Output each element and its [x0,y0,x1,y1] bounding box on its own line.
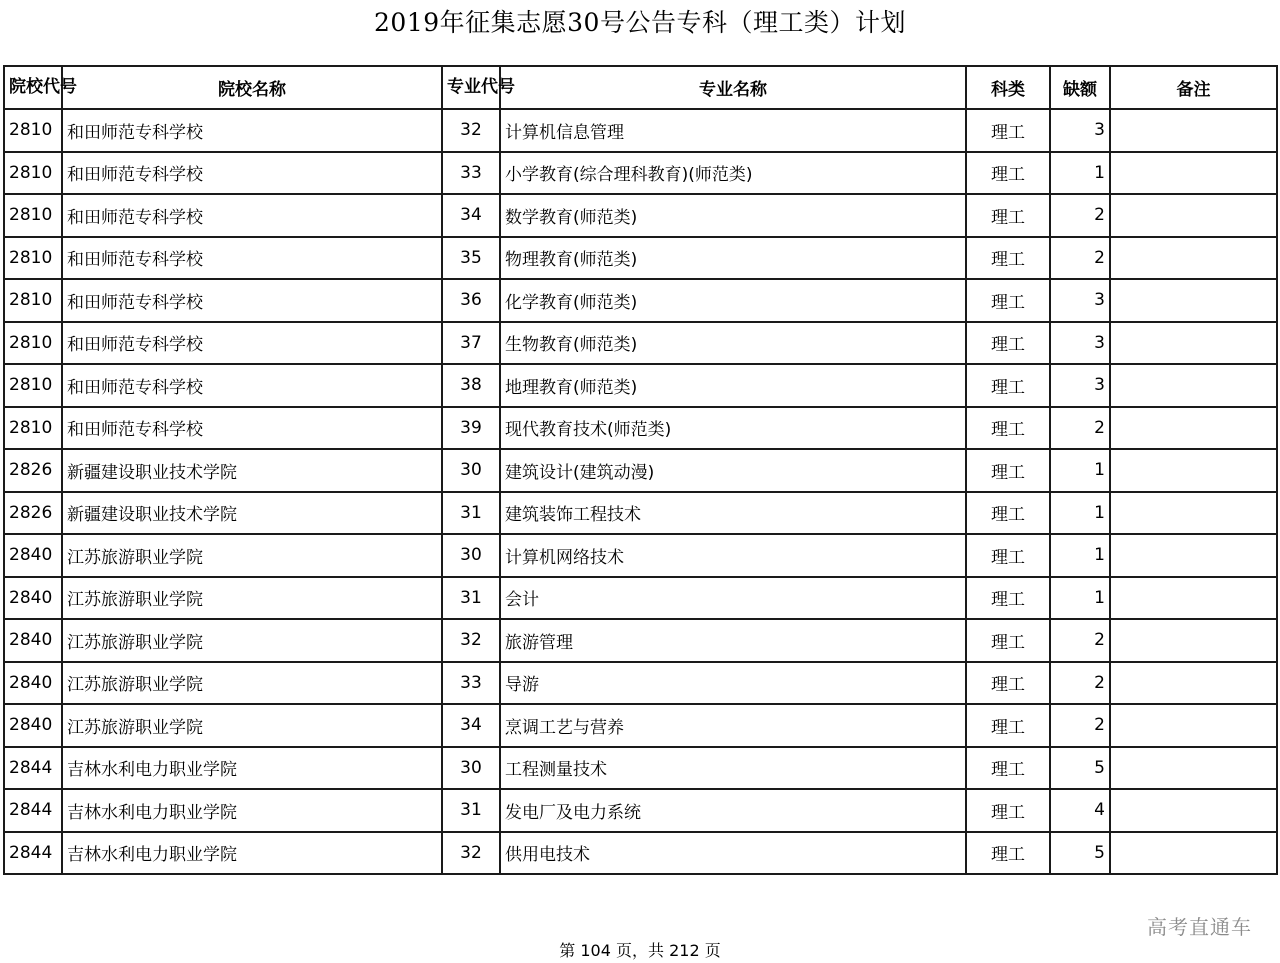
cell-category: 理工 [966,704,1050,747]
cell-category: 理工 [966,789,1050,832]
cell-major-name: 建筑设计(建筑动漫) [500,449,966,492]
cell-school-code: 2840 [4,662,62,705]
table-row [4,407,1277,450]
cell-school-code: 2840 [4,534,62,577]
cell-major-code: 33 [442,662,500,705]
cell-major-name: 计算机网络技术 [500,534,966,577]
table-row [4,152,1277,195]
cell-category: 理工 [966,364,1050,407]
cell-vacancy: 4 [1050,789,1110,832]
cell-school-code: 2810 [4,407,62,450]
table-row [4,322,1277,365]
cell-major-code: 32 [442,619,500,662]
cell-major-name: 计算机信息管理 [500,109,966,152]
cell-note [1110,577,1277,620]
cell-vacancy: 3 [1050,322,1110,365]
cell-vacancy: 2 [1050,407,1110,450]
cell-vacancy: 1 [1050,534,1110,577]
table-row [4,619,1277,662]
cell-major-code: 35 [442,237,500,280]
cell-major-code: 36 [442,279,500,322]
table-row [4,237,1277,280]
cell-major-name: 化学教育(师范类) [500,279,966,322]
cell-category: 理工 [966,577,1050,620]
cell-vacancy: 5 [1050,747,1110,790]
cell-vacancy: 2 [1050,704,1110,747]
cell-vacancy: 1 [1050,492,1110,535]
cell-category: 理工 [966,619,1050,662]
cell-school-code: 2844 [4,747,62,790]
cell-category: 理工 [966,109,1050,152]
cell-major-code: 31 [442,577,500,620]
cell-note [1110,237,1277,280]
cell-major-name: 导游 [500,662,966,705]
cell-major-name: 烹调工艺与营养 [500,704,966,747]
cell-major-name: 现代教育技术(师范类) [500,407,966,450]
cell-school-name: 和田师范专科学校 [62,407,442,450]
cell-category: 理工 [966,747,1050,790]
table-row [4,577,1277,620]
cell-major-name: 建筑装饰工程技术 [500,492,966,535]
cell-school-name: 江苏旅游职业学院 [62,662,442,705]
watermark-text: 高考直通车 [1147,915,1252,939]
cell-school-name: 和田师范专科学校 [62,364,442,407]
cell-category: 理工 [966,449,1050,492]
cell-category: 理工 [966,322,1050,365]
header-major-code: 专业代号 [442,66,500,109]
cell-vacancy: 3 [1050,279,1110,322]
cell-school-code: 2840 [4,577,62,620]
cell-school-name: 和田师范专科学校 [62,237,442,280]
page-footer: 第 104 页，共 212 页 [559,941,721,960]
cell-school-name: 吉林水利电力职业学院 [62,789,442,832]
cell-major-code: 30 [442,747,500,790]
cell-school-name: 江苏旅游职业学院 [62,619,442,662]
cell-vacancy: 2 [1050,662,1110,705]
cell-school-code: 2810 [4,152,62,195]
cell-school-code: 2840 [4,619,62,662]
cell-note [1110,322,1277,365]
cell-category: 理工 [966,492,1050,535]
cell-school-name: 和田师范专科学校 [62,194,442,237]
cell-major-code: 31 [442,789,500,832]
cell-category: 理工 [966,832,1050,875]
cell-major-name: 供用电技术 [500,832,966,875]
header-vacancy: 缺额 [1050,66,1110,109]
cell-vacancy: 1 [1050,449,1110,492]
cell-note [1110,109,1277,152]
cell-vacancy: 5 [1050,832,1110,875]
cell-vacancy: 2 [1050,619,1110,662]
cell-school-code: 2810 [4,279,62,322]
table-header-row [4,66,1277,109]
cell-note [1110,492,1277,535]
cell-vacancy: 1 [1050,152,1110,195]
cell-note [1110,662,1277,705]
table-body [4,109,1277,874]
table-row [4,194,1277,237]
cell-note [1110,407,1277,450]
cell-major-name: 发电厂及电力系统 [500,789,966,832]
table-row [4,364,1277,407]
cell-major-code: 34 [442,704,500,747]
cell-category: 理工 [966,194,1050,237]
cell-major-code: 31 [442,492,500,535]
table-row [4,492,1277,535]
cell-major-code: 30 [442,534,500,577]
cell-category: 理工 [966,662,1050,705]
cell-major-code: 38 [442,364,500,407]
cell-note [1110,789,1277,832]
table-row [4,832,1277,875]
cell-note [1110,704,1277,747]
cell-major-code: 39 [442,407,500,450]
cell-school-code: 2810 [4,109,62,152]
cell-note [1110,747,1277,790]
cell-major-code: 33 [442,152,500,195]
header-school-name: 院校名称 [62,66,442,109]
cell-vacancy: 3 [1050,109,1110,152]
cell-note [1110,194,1277,237]
table-row [4,279,1277,322]
cell-school-name: 吉林水利电力职业学院 [62,832,442,875]
cell-category: 理工 [966,407,1050,450]
cell-major-name: 旅游管理 [500,619,966,662]
cell-school-code: 2810 [4,364,62,407]
cell-vacancy: 1 [1050,577,1110,620]
table-row [4,789,1277,832]
header-school-code: 院校代号 [4,66,62,109]
cell-note [1110,534,1277,577]
cell-category: 理工 [966,279,1050,322]
cell-major-name: 工程测量技术 [500,747,966,790]
table-row [4,109,1277,152]
cell-note [1110,832,1277,875]
cell-major-name: 小学教育(综合理科教育)(师范类) [500,152,966,195]
cell-vacancy: 2 [1050,237,1110,280]
cell-school-code: 2840 [4,704,62,747]
document-title: 2019年征集志愿30号公告专科（理工类）计划 [374,8,906,37]
cell-category: 理工 [966,534,1050,577]
table-row [4,662,1277,705]
header-note: 备注 [1110,66,1277,109]
cell-major-name: 数学教育(师范类) [500,194,966,237]
cell-school-name: 新疆建设职业技术学院 [62,492,442,535]
cell-school-code: 2826 [4,449,62,492]
cell-school-name: 江苏旅游职业学院 [62,534,442,577]
table-row [4,534,1277,577]
header-category: 科类 [966,66,1050,109]
cell-school-code: 2810 [4,322,62,365]
header-major-name: 专业名称 [500,66,966,109]
cell-school-name: 江苏旅游职业学院 [62,577,442,620]
cell-major-name: 地理教育(师范类) [500,364,966,407]
cell-major-name: 物理教育(师范类) [500,237,966,280]
cell-major-name: 生物教育(师范类) [500,322,966,365]
cell-school-name: 新疆建设职业技术学院 [62,449,442,492]
cell-school-code: 2844 [4,832,62,875]
cell-school-name: 和田师范专科学校 [62,279,442,322]
cell-school-name: 和田师范专科学校 [62,322,442,365]
cell-note [1110,619,1277,662]
cell-vacancy: 2 [1050,194,1110,237]
cell-school-name: 江苏旅游职业学院 [62,704,442,747]
cell-school-code: 2826 [4,492,62,535]
cell-school-name: 吉林水利电力职业学院 [62,747,442,790]
cell-school-code: 2844 [4,789,62,832]
cell-category: 理工 [966,237,1050,280]
cell-major-code: 32 [442,109,500,152]
cell-major-name: 会计 [500,577,966,620]
cell-note [1110,279,1277,322]
cell-school-name: 和田师范专科学校 [62,109,442,152]
cell-vacancy: 3 [1050,364,1110,407]
table-row [4,449,1277,492]
cell-major-code: 32 [442,832,500,875]
plan-table [3,65,1278,875]
cell-school-code: 2810 [4,194,62,237]
cell-category: 理工 [966,152,1050,195]
table-row [4,747,1277,790]
cell-school-name: 和田师范专科学校 [62,152,442,195]
cell-note [1110,449,1277,492]
cell-major-code: 30 [442,449,500,492]
cell-major-code: 34 [442,194,500,237]
cell-note [1110,364,1277,407]
table-row [4,704,1277,747]
cell-school-code: 2810 [4,237,62,280]
cell-major-code: 37 [442,322,500,365]
cell-note [1110,152,1277,195]
